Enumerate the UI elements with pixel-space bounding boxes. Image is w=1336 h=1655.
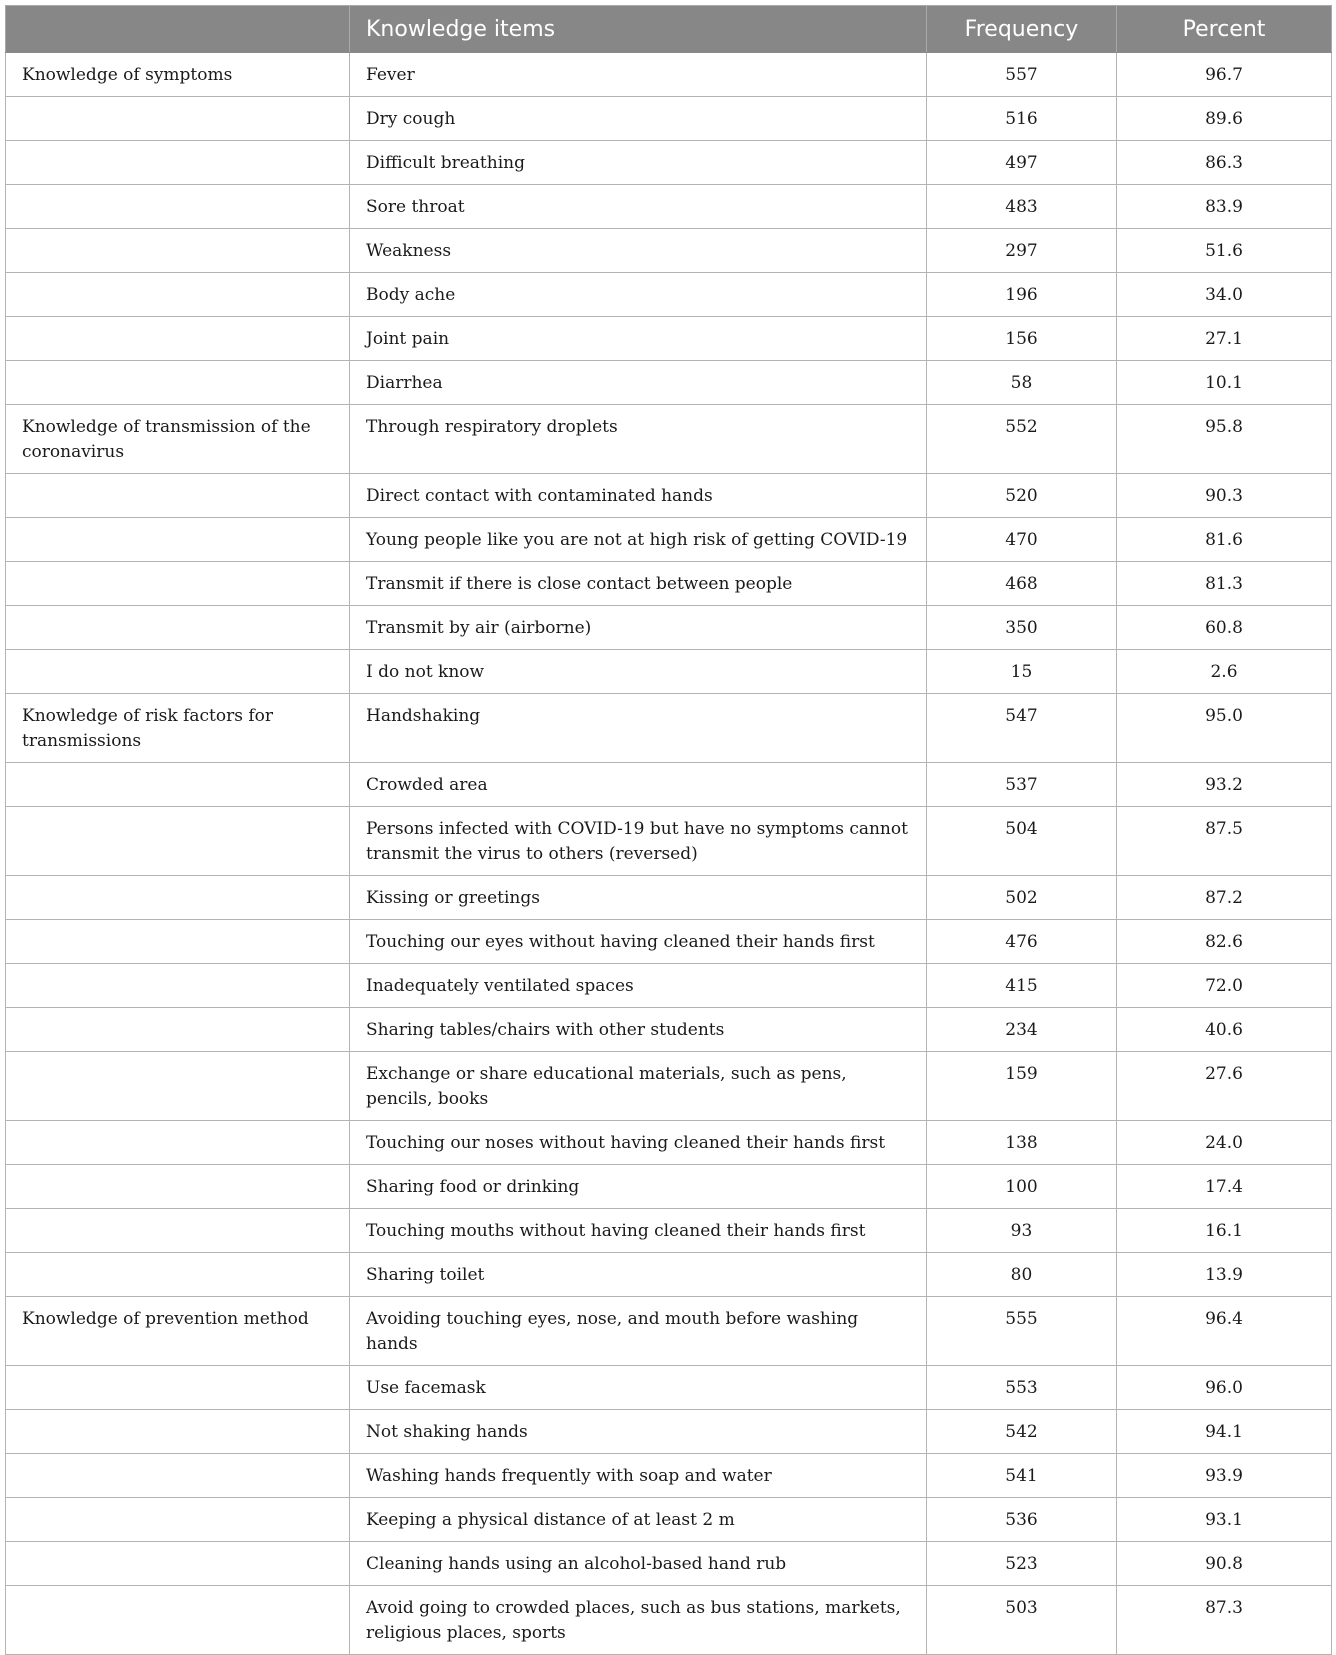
- header-row: [6, 6, 1332, 53]
- row-percent-cell: 87.5: [1117, 807, 1332, 876]
- row-item-cell: Young people like you are not at high risk of getting COVID-19: [350, 518, 927, 562]
- row-percent-cell: 13.9: [1117, 1253, 1332, 1297]
- row-category-cell: [6, 1366, 350, 1410]
- row-frequency-cell: 520: [927, 474, 1117, 518]
- row-percent-cell: 90.8: [1117, 1542, 1332, 1586]
- row-frequency-cell: 502: [927, 876, 1117, 920]
- table-row: [6, 1410, 1332, 1454]
- row-percent-cell: 83.9: [1117, 185, 1332, 229]
- table-row: [6, 405, 1332, 474]
- table-row: [6, 920, 1332, 964]
- row-frequency-cell: 196: [927, 273, 1117, 317]
- table-row: [6, 1165, 1332, 1209]
- row-item-cell: Handshaking: [350, 694, 927, 763]
- row-item-cell: Keeping a physical distance of at least 2 m: [350, 1498, 927, 1542]
- row-frequency-cell: 497: [927, 141, 1117, 185]
- row-percent-cell: 60.8: [1117, 606, 1332, 650]
- row-category-cell: Knowledge of symptoms: [6, 53, 350, 97]
- row-item-cell: Not shaking hands: [350, 1410, 927, 1454]
- row-item-cell: Sharing tables/chairs with other students: [350, 1008, 927, 1052]
- row-category-cell: [6, 1498, 350, 1542]
- table-row: [6, 229, 1332, 273]
- row-percent-cell: 93.9: [1117, 1454, 1332, 1498]
- row-category-cell: [6, 1410, 350, 1454]
- row-item-cell: Kissing or greetings: [350, 876, 927, 920]
- header-knowledge-items: Knowledge items: [350, 6, 927, 53]
- table-row: [6, 606, 1332, 650]
- row-category-cell: [6, 964, 350, 1008]
- table-row: [6, 807, 1332, 876]
- row-percent-cell: 87.3: [1117, 1586, 1332, 1655]
- table-row: [6, 1052, 1332, 1121]
- row-frequency-cell: 350: [927, 606, 1117, 650]
- row-category-cell: [6, 273, 350, 317]
- row-percent-cell: 27.1: [1117, 317, 1332, 361]
- table-row: [6, 317, 1332, 361]
- row-item-cell: Joint pain: [350, 317, 927, 361]
- row-percent-cell: 94.1: [1117, 1410, 1332, 1454]
- row-frequency-cell: 541: [927, 1454, 1117, 1498]
- row-frequency-cell: 552: [927, 405, 1117, 474]
- row-percent-cell: 17.4: [1117, 1165, 1332, 1209]
- table-row: [6, 474, 1332, 518]
- row-frequency-cell: 483: [927, 185, 1117, 229]
- table-row: [6, 562, 1332, 606]
- row-frequency-cell: 468: [927, 562, 1117, 606]
- table-row: [6, 964, 1332, 1008]
- row-percent-cell: 96.4: [1117, 1297, 1332, 1366]
- row-item-cell: Direct contact with contaminated hands: [350, 474, 927, 518]
- table-row: [6, 185, 1332, 229]
- row-category-cell: [6, 562, 350, 606]
- table-row: [6, 876, 1332, 920]
- row-category-cell: [6, 474, 350, 518]
- row-percent-cell: 82.6: [1117, 920, 1332, 964]
- row-category-cell: [6, 141, 350, 185]
- row-category-cell: [6, 518, 350, 562]
- table-row: [6, 1366, 1332, 1410]
- row-category-cell: [6, 1586, 350, 1655]
- row-category-cell: [6, 1209, 350, 1253]
- row-percent-cell: 87.2: [1117, 876, 1332, 920]
- row-item-cell: Through respiratory droplets: [350, 405, 927, 474]
- row-frequency-cell: 234: [927, 1008, 1117, 1052]
- row-percent-cell: 27.6: [1117, 1052, 1332, 1121]
- row-frequency-cell: 553: [927, 1366, 1117, 1410]
- row-frequency-cell: 58: [927, 361, 1117, 405]
- header-percent: Percent: [1117, 6, 1332, 53]
- table-row: [6, 361, 1332, 405]
- row-frequency-cell: 15: [927, 650, 1117, 694]
- row-item-cell: Diarrhea: [350, 361, 927, 405]
- row-item-cell: Inadequately ventilated spaces: [350, 964, 927, 1008]
- row-percent-cell: 16.1: [1117, 1209, 1332, 1253]
- row-category-cell: [6, 650, 350, 694]
- row-item-cell: Touching our noses without having cleaned their hands first: [350, 1121, 927, 1165]
- row-item-cell: Washing hands frequently with soap and water: [350, 1454, 927, 1498]
- row-percent-cell: 10.1: [1117, 361, 1332, 405]
- row-percent-cell: 51.6: [1117, 229, 1332, 273]
- row-category-cell: [6, 229, 350, 273]
- table-row: [6, 763, 1332, 807]
- row-category-cell: [6, 185, 350, 229]
- row-category-cell: [6, 606, 350, 650]
- row-percent-cell: 93.2: [1117, 763, 1332, 807]
- header-category: [6, 6, 350, 53]
- table-row: [6, 97, 1332, 141]
- table-row: [6, 1253, 1332, 1297]
- row-item-cell: Difficult breathing: [350, 141, 927, 185]
- row-item-cell: Sharing food or drinking: [350, 1165, 927, 1209]
- row-category-cell: [6, 807, 350, 876]
- row-category-cell: Knowledge of transmission of the coronavirus: [6, 405, 350, 474]
- row-category-cell: [6, 1052, 350, 1121]
- table-row: [6, 141, 1332, 185]
- row-item-cell: Weakness: [350, 229, 927, 273]
- table-row: [6, 650, 1332, 694]
- row-percent-cell: 86.3: [1117, 141, 1332, 185]
- table-row: [6, 518, 1332, 562]
- row-item-cell: I do not know: [350, 650, 927, 694]
- row-item-cell: Sharing toilet: [350, 1253, 927, 1297]
- row-category-cell: [6, 1253, 350, 1297]
- row-percent-cell: 72.0: [1117, 964, 1332, 1008]
- row-category-cell: [6, 361, 350, 405]
- row-frequency-cell: 536: [927, 1498, 1117, 1542]
- row-category-cell: [6, 97, 350, 141]
- row-category-cell: [6, 763, 350, 807]
- row-percent-cell: 96.0: [1117, 1366, 1332, 1410]
- row-frequency-cell: 523: [927, 1542, 1117, 1586]
- row-percent-cell: 95.8: [1117, 405, 1332, 474]
- row-category-cell: Knowledge of risk factors for transmissions: [6, 694, 350, 763]
- row-category-cell: [6, 876, 350, 920]
- row-frequency-cell: 156: [927, 317, 1117, 361]
- table-body: [6, 53, 1332, 1655]
- header-frequency: Frequency: [927, 6, 1117, 53]
- row-frequency-cell: 504: [927, 807, 1117, 876]
- table-row: [6, 1586, 1332, 1655]
- row-frequency-cell: 80: [927, 1253, 1117, 1297]
- row-category-cell: Knowledge of prevention method: [6, 1297, 350, 1366]
- table-row: [6, 1121, 1332, 1165]
- row-category-cell: [6, 317, 350, 361]
- row-percent-cell: 2.6: [1117, 650, 1332, 694]
- knowledge-table: [5, 5, 1332, 1655]
- row-category-cell: [6, 920, 350, 964]
- table-row: [6, 1542, 1332, 1586]
- row-item-cell: Exchange or share educational materials, such as pens, pencils, books: [350, 1052, 927, 1121]
- row-percent-cell: 81.3: [1117, 562, 1332, 606]
- row-item-cell: Sore throat: [350, 185, 927, 229]
- row-frequency-cell: 297: [927, 229, 1117, 273]
- row-frequency-cell: 542: [927, 1410, 1117, 1454]
- row-frequency-cell: 476: [927, 920, 1117, 964]
- table-row: [6, 694, 1332, 763]
- row-percent-cell: 81.6: [1117, 518, 1332, 562]
- row-category-cell: [6, 1454, 350, 1498]
- row-percent-cell: 96.7: [1117, 53, 1332, 97]
- row-category-cell: [6, 1008, 350, 1052]
- table-row: [6, 1008, 1332, 1052]
- row-percent-cell: 95.0: [1117, 694, 1332, 763]
- row-frequency-cell: 557: [927, 53, 1117, 97]
- row-frequency-cell: 470: [927, 518, 1117, 562]
- row-category-cell: [6, 1121, 350, 1165]
- row-percent-cell: 93.1: [1117, 1498, 1332, 1542]
- row-category-cell: [6, 1542, 350, 1586]
- row-frequency-cell: 547: [927, 694, 1117, 763]
- row-percent-cell: 40.6: [1117, 1008, 1332, 1052]
- row-item-cell: Body ache: [350, 273, 927, 317]
- row-frequency-cell: 138: [927, 1121, 1117, 1165]
- row-frequency-cell: 555: [927, 1297, 1117, 1366]
- row-frequency-cell: 93: [927, 1209, 1117, 1253]
- row-item-cell: Avoiding touching eyes, nose, and mouth before washing hands: [350, 1297, 927, 1366]
- row-frequency-cell: 100: [927, 1165, 1117, 1209]
- row-frequency-cell: 537: [927, 763, 1117, 807]
- table-row: [6, 53, 1332, 97]
- table-header: [6, 6, 1332, 53]
- row-item-cell: Fever: [350, 53, 927, 97]
- row-frequency-cell: 415: [927, 964, 1117, 1008]
- row-item-cell: Use facemask: [350, 1366, 927, 1410]
- row-item-cell: Persons infected with COVID-19 but have no symptoms cannot transmit the virus to others (reversed): [350, 807, 927, 876]
- row-item-cell: Avoid going to crowded places, such as bus stations, markets, religious places, sports: [350, 1586, 927, 1655]
- row-item-cell: Transmit by air (airborne): [350, 606, 927, 650]
- row-frequency-cell: 516: [927, 97, 1117, 141]
- table-row: [6, 1297, 1332, 1366]
- row-percent-cell: 34.0: [1117, 273, 1332, 317]
- row-item-cell: Dry cough: [350, 97, 927, 141]
- row-item-cell: Crowded area: [350, 763, 927, 807]
- row-frequency-cell: 159: [927, 1052, 1117, 1121]
- table-row: [6, 1498, 1332, 1542]
- table-row: [6, 1209, 1332, 1253]
- row-item-cell: Transmit if there is close contact between people: [350, 562, 927, 606]
- row-percent-cell: 24.0: [1117, 1121, 1332, 1165]
- row-item-cell: Touching mouths without having cleaned their hands first: [350, 1209, 927, 1253]
- row-item-cell: Cleaning hands using an alcohol-based hand rub: [350, 1542, 927, 1586]
- row-category-cell: [6, 1165, 350, 1209]
- row-frequency-cell: 503: [927, 1586, 1117, 1655]
- table-row: [6, 273, 1332, 317]
- table-row: [6, 1454, 1332, 1498]
- row-item-cell: Touching our eyes without having cleaned their hands first: [350, 920, 927, 964]
- row-percent-cell: 89.6: [1117, 97, 1332, 141]
- row-percent-cell: 90.3: [1117, 474, 1332, 518]
